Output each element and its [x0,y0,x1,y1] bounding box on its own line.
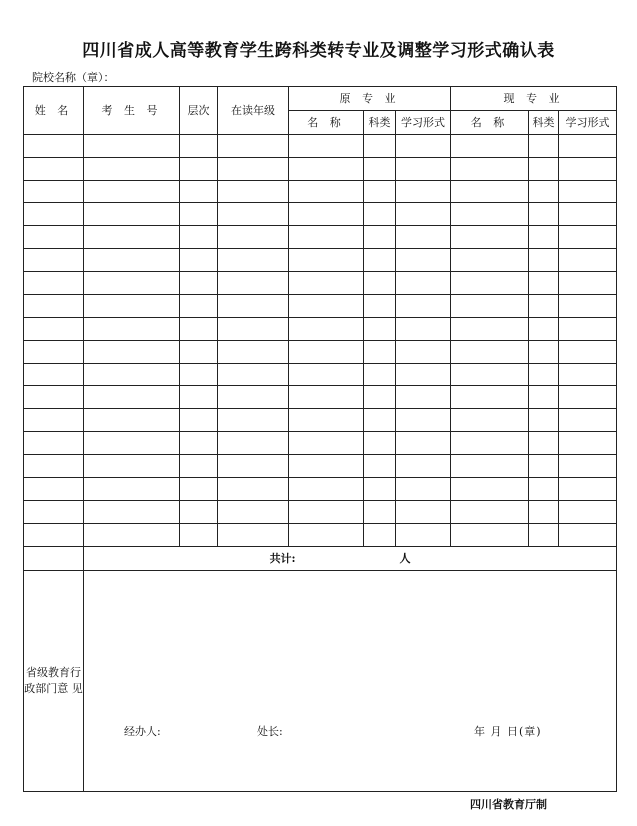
blank-cell[interactable] [364,500,396,523]
blank-cell[interactable] [451,317,529,340]
blank-cell[interactable] [289,317,364,340]
blank-cell[interactable] [24,134,84,157]
blank-cell[interactable] [180,272,218,295]
header-level: 层次 [180,87,218,135]
header-original-study-form: 学习形式 [396,110,451,134]
blank-cell[interactable] [218,317,289,340]
total-label: 共计: [269,552,296,566]
blank-cell[interactable] [451,432,529,455]
blank-cell[interactable] [451,294,529,317]
header-current-major-name: 名 称 [451,110,529,134]
blank-cell[interactable] [529,157,559,180]
blank-cell[interactable] [529,477,559,500]
blank-cell[interactable] [24,294,84,317]
blank-cell[interactable] [396,455,451,478]
blank-cell[interactable] [24,272,84,295]
table-row [24,363,617,386]
issuer-footer: 四川省教育厅制 [470,798,547,811]
blank-cell[interactable] [364,386,396,409]
blank-cell[interactable] [180,317,218,340]
blank-cell[interactable] [289,523,364,546]
blank-cell[interactable] [364,226,396,249]
blank-cell[interactable] [396,317,451,340]
blank-cell[interactable] [396,500,451,523]
blank-cell[interactable] [180,340,218,363]
confirmation-table [23,86,617,792]
blank-cell[interactable] [364,272,396,295]
table-row [24,477,617,500]
blank-cell[interactable] [24,157,84,180]
blank-cell[interactable] [529,432,559,455]
blank-cell[interactable] [529,523,559,546]
blank-cell[interactable] [529,180,559,203]
table-row [24,317,617,340]
data-rows [24,134,617,546]
header-exam-number: 考 生 号 [84,87,180,135]
blank-cell[interactable] [559,523,617,546]
table-row [24,134,617,157]
blank-cell[interactable] [84,157,180,180]
blank-cell[interactable] [451,363,529,386]
blank-cell[interactable] [364,409,396,432]
blank-cell[interactable] [84,363,180,386]
blank-cell[interactable] [84,317,180,340]
blank-cell[interactable] [559,203,617,226]
blank-cell[interactable] [364,157,396,180]
blank-cell[interactable] [396,477,451,500]
blank-cell[interactable] [180,203,218,226]
blank-cell[interactable] [84,340,180,363]
header-original-major: 原 专 业 [289,87,451,111]
blank-cell[interactable] [180,500,218,523]
blank-cell[interactable] [218,500,289,523]
blank-cell[interactable] [218,363,289,386]
blank-cell[interactable] [451,340,529,363]
blank-cell[interactable] [84,294,180,317]
opinion-area [84,570,617,792]
blank-cell[interactable] [529,386,559,409]
blank-cell[interactable] [559,455,617,478]
blank-cell[interactable] [84,500,180,523]
blank-cell[interactable] [529,363,559,386]
blank-cell[interactable] [289,134,364,157]
blank-cell[interactable] [289,477,364,500]
blank-cell[interactable] [289,157,364,180]
blank-cell[interactable] [451,500,529,523]
blank-cell[interactable] [529,272,559,295]
blank-cell[interactable] [289,340,364,363]
blank-cell[interactable] [180,157,218,180]
blank-cell[interactable] [289,272,364,295]
total-cell [84,546,617,570]
blank-cell[interactable] [364,294,396,317]
blank-cell[interactable] [84,523,180,546]
blank-cell[interactable] [180,477,218,500]
blank-cell[interactable] [451,134,529,157]
blank-cell[interactable] [396,409,451,432]
date-stamp-label: 年 月 日(章) [474,724,542,738]
blank-cell[interactable] [24,500,84,523]
blank-cell[interactable] [451,203,529,226]
blank-cell[interactable] [396,134,451,157]
blank-cell[interactable] [364,249,396,272]
blank-cell[interactable] [451,249,529,272]
table-row [24,386,617,409]
blank-cell[interactable] [218,203,289,226]
total-row [24,546,617,570]
signature-line [84,723,616,739]
table-row [24,203,617,226]
blank-cell[interactable] [451,272,529,295]
blank-cell[interactable] [396,386,451,409]
blank-cell[interactable] [84,272,180,295]
blank-cell[interactable] [559,317,617,340]
opinion-row [24,570,617,792]
blank-cell[interactable] [180,294,218,317]
blank-cell[interactable] [364,455,396,478]
blank-cell[interactable] [24,180,84,203]
blank-cell[interactable] [180,363,218,386]
blank-cell[interactable] [289,226,364,249]
blank-cell[interactable] [529,134,559,157]
blank-cell[interactable] [84,203,180,226]
blank-cell[interactable] [451,455,529,478]
blank-cell[interactable] [24,432,84,455]
table-row [24,455,617,478]
blank-cell[interactable] [84,249,180,272]
blank-cell[interactable] [451,386,529,409]
table-row [24,249,617,272]
blank-cell[interactable] [559,409,617,432]
blank-cell[interactable] [84,180,180,203]
form-title: 四川省成人高等教育学生跨科类转专业及调整学习形式确认表 [82,41,555,61]
blank-cell[interactable] [84,409,180,432]
blank-cell[interactable] [559,386,617,409]
blank-cell[interactable] [559,249,617,272]
blank-cell[interactable] [396,272,451,295]
blank-cell[interactable] [559,157,617,180]
blank-cell[interactable] [396,523,451,546]
blank-cell[interactable] [84,455,180,478]
blank-cell[interactable] [289,203,364,226]
table-row [24,294,617,317]
blank-cell[interactable] [396,249,451,272]
blank-cell[interactable] [529,226,559,249]
blank-cell[interactable] [559,180,617,203]
table-row [24,523,617,546]
blank-cell[interactable] [180,386,218,409]
blank-cell[interactable] [84,386,180,409]
blank-cell[interactable] [396,203,451,226]
blank-cell[interactable] [289,363,364,386]
blank-cell[interactable] [218,294,289,317]
blank-cell[interactable] [529,294,559,317]
blank-cell[interactable] [396,432,451,455]
table-row [24,180,617,203]
blank-cell[interactable] [396,340,451,363]
blank-cell[interactable] [364,432,396,455]
blank-cell[interactable] [559,477,617,500]
blank-cell[interactable] [559,432,617,455]
blank-cell[interactable] [451,523,529,546]
blank-cell[interactable] [180,432,218,455]
blank-cell[interactable] [364,523,396,546]
blank-cell[interactable] [396,180,451,203]
blank-cell[interactable] [218,249,289,272]
blank-cell[interactable] [24,226,84,249]
director-label: 处长: [257,724,283,738]
table-row [24,500,617,523]
table-row [24,409,617,432]
blank-cell[interactable] [289,409,364,432]
blank-cell[interactable] [24,409,84,432]
blank-cell[interactable] [84,226,180,249]
blank-cell[interactable] [529,455,559,478]
blank-cell[interactable] [289,500,364,523]
header-current-major: 现 专 业 [451,87,617,111]
blank-cell[interactable] [24,363,84,386]
blank-cell[interactable] [289,432,364,455]
blank-cell[interactable] [24,477,84,500]
blank-cell[interactable] [396,363,451,386]
blank-cell[interactable] [180,249,218,272]
blank-cell[interactable] [364,180,396,203]
blank-cell[interactable] [559,226,617,249]
header-current-category: 科类 [529,110,559,134]
blank-cell[interactable] [559,134,617,157]
blank-cell[interactable] [180,455,218,478]
header-original-category: 科类 [364,110,396,134]
blank-cell[interactable] [364,317,396,340]
blank-cell[interactable] [180,134,218,157]
table-row [24,432,617,455]
blank-cell[interactable] [451,180,529,203]
blank-cell[interactable] [529,500,559,523]
blank-cell[interactable] [529,340,559,363]
school-name-label: 院校名称（章）： [32,71,115,84]
blank-cell[interactable] [559,363,617,386]
blank-cell[interactable] [451,477,529,500]
blank-cell[interactable] [529,203,559,226]
blank-cell[interactable] [529,317,559,340]
blank-cell[interactable] [364,340,396,363]
header-name: 姓 名 [24,87,84,135]
blank-cell[interactable] [559,272,617,295]
blank-cell[interactable] [24,340,84,363]
blank-cell[interactable] [289,294,364,317]
blank-cell[interactable] [529,409,559,432]
blank-cell[interactable] [24,523,84,546]
blank-cell[interactable] [451,409,529,432]
table-row [24,340,617,363]
blank-cell[interactable] [24,317,84,340]
blank-cell[interactable] [24,386,84,409]
handler-label: 经办人: [124,724,161,738]
blank-cell[interactable] [364,363,396,386]
opinion-label: 省级教育行政部门意 见 [24,570,84,792]
blank-cell[interactable] [180,523,218,546]
blank-cell[interactable] [218,157,289,180]
total-row-left-cell [24,546,84,570]
blank-cell[interactable] [24,203,84,226]
blank-cell[interactable] [289,180,364,203]
table-row [24,272,617,295]
blank-cell[interactable] [218,432,289,455]
blank-cell[interactable] [218,477,289,500]
blank-cell[interactable] [559,294,617,317]
blank-cell[interactable] [289,455,364,478]
total-unit: 人 [399,552,411,566]
blank-cell[interactable] [218,409,289,432]
blank-cell[interactable] [364,477,396,500]
blank-cell[interactable] [218,272,289,295]
blank-cell[interactable] [364,134,396,157]
blank-cell[interactable] [84,134,180,157]
blank-cell[interactable] [218,386,289,409]
blank-cell[interactable] [529,249,559,272]
blank-cell[interactable] [218,523,289,546]
blank-cell[interactable] [289,249,364,272]
blank-cell[interactable] [84,432,180,455]
blank-cell[interactable] [180,226,218,249]
header-grade: 在读年级 [218,87,289,135]
blank-cell[interactable] [451,157,529,180]
blank-cell[interactable] [396,157,451,180]
blank-cell[interactable] [396,226,451,249]
table-row [24,226,617,249]
table-row [24,157,617,180]
blank-cell[interactable] [289,386,364,409]
blank-cell[interactable] [396,294,451,317]
blank-cell[interactable] [218,226,289,249]
blank-cell[interactable] [218,340,289,363]
blank-cell[interactable] [84,477,180,500]
blank-cell[interactable] [24,249,84,272]
header-row-1 [24,87,617,111]
blank-cell[interactable] [180,180,218,203]
blank-cell[interactable] [218,455,289,478]
header-original-major-name: 名 称 [289,110,364,134]
blank-cell[interactable] [559,340,617,363]
blank-cell[interactable] [180,409,218,432]
blank-cell[interactable] [451,226,529,249]
blank-cell[interactable] [218,180,289,203]
blank-cell[interactable] [559,500,617,523]
blank-cell[interactable] [218,134,289,157]
header-current-study-form: 学习形式 [559,110,617,134]
blank-cell[interactable] [364,203,396,226]
blank-cell[interactable] [24,455,84,478]
